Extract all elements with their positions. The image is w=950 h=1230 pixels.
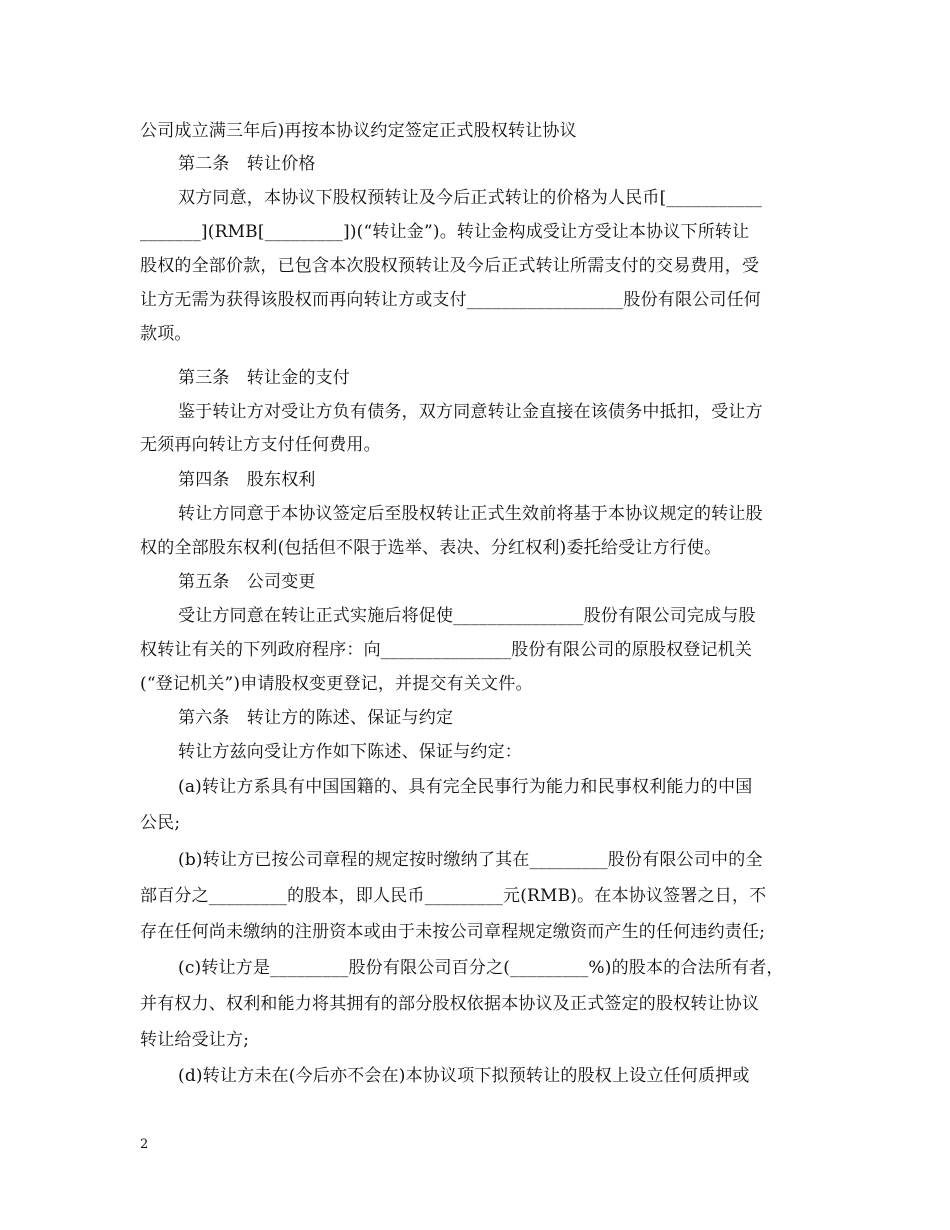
article-heading: 第四条 股东权利 <box>178 470 316 490</box>
text-line: 并有权力、权利和能力将其拥有的部分股权依据本协议及正式签定的股权转让协议 <box>140 994 760 1014</box>
article-heading: 第三条 转让金的支付 <box>178 368 350 388</box>
text-line: (c)转让方是_________股份有限公司百分之(_________%)的股本的合法所有者， <box>178 958 784 978</box>
text-line: 转让给受让方; <box>140 1030 250 1050</box>
text-line: 款项。 <box>140 324 192 344</box>
page-number: 2 <box>140 1137 149 1152</box>
article-heading: 第六条 转让方的陈述、保证与约定 <box>178 708 454 728</box>
text-line: (b)转让方已按公司章程的规定按时缴纳了其在_________股份有限公司中的全 <box>178 850 763 870</box>
text-line: 双方同意，本协议下股权预转让及今后正式转让的价格为人民币[___________ <box>178 188 763 208</box>
text-line: 无须再向转让方支付任何费用。 <box>140 435 381 455</box>
text-line: 权转让有关的下列政府程序：向_______________股份有限公司的原股权登记机关 <box>140 640 753 660</box>
text-line: 让方无需为获得该股权而再向转让方或支付__________________股份有限公司任何 <box>140 290 761 310</box>
article-heading: 第五条 公司变更 <box>178 572 316 592</box>
text-line: 部百分之_________的股本，即人民币_________元(RMB)。在本协议签署之日，不 <box>140 886 767 906</box>
text-line: _______](RMB[_________])(“转让金”)。转让金构成受让方受让本协议下所转让 <box>140 222 750 242</box>
text-line: (“登记机关”)申请股权变更登记，并提交有关文件。 <box>140 674 533 694</box>
text-line: (a)转让方系具有中国国籍的、具有完全民事行为能力和民事权利能力的中国 <box>178 777 753 797</box>
text-line: 转让方兹向受让方作如下陈述、保证与约定： <box>178 742 522 762</box>
text-line: 股权的全部价款，已包含本次股权预转让及今后正式转让所需支付的交易费用，受 <box>140 256 760 276</box>
text-line: 公司成立满三年后)再按本协议约定签定正式股权转让协议 <box>140 121 577 141</box>
text-line: 存在任何尚未缴纳的注册资本或由于未按公司章程规定缴资而产生的任何违约责任; <box>140 922 766 942</box>
article-heading: 第二条 转让价格 <box>178 154 316 174</box>
text-line: 转让方同意于本协议签定后至股权转让正式生效前将基于本协议规定的转让股 <box>178 504 763 524</box>
text-line: 权的全部股东权利(包括但不限于选举、表决、分红权利)委托给受让方行使。 <box>140 538 722 558</box>
text-line: 受让方同意在转让正式实施后将促使_______________股份有限公司完成与股 <box>178 606 756 626</box>
text-line: (d)转让方未在(今后亦不会在)本协议项下拟预转让的股权上设立任何质押或 <box>178 1066 750 1086</box>
text-line: 公民; <box>140 813 181 833</box>
text-line: 鉴于转让方对受让方负有债务，双方同意转让金直接在该债务中抵扣，受让方 <box>178 402 763 422</box>
